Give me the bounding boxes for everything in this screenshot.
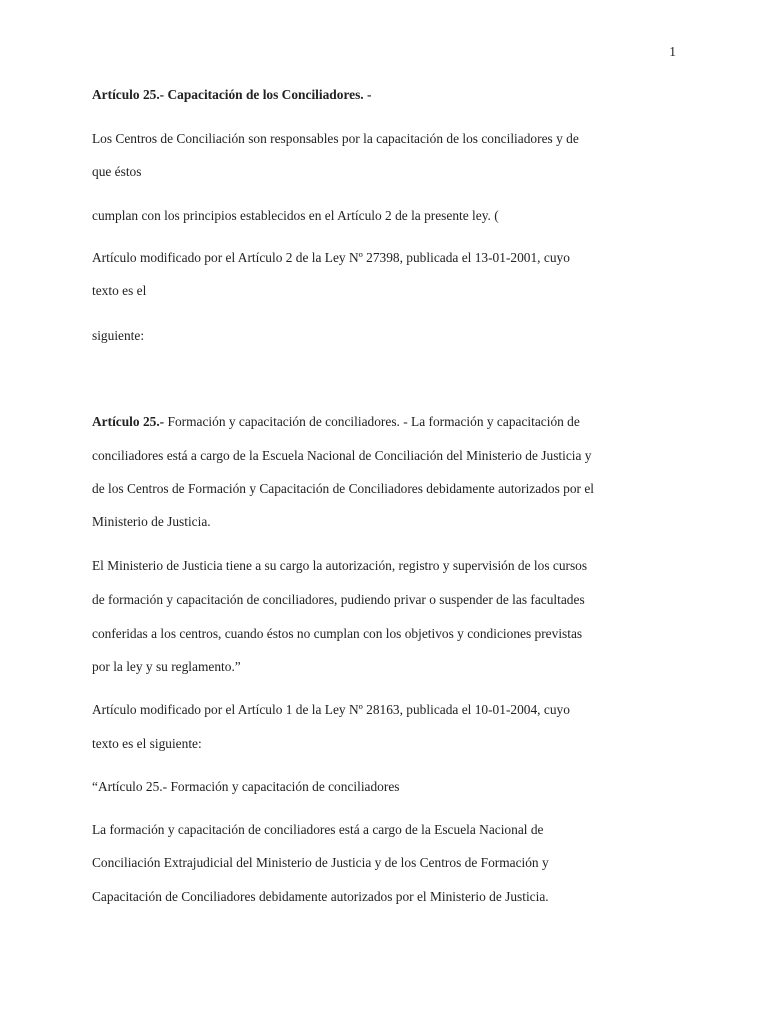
paragraph-line: conferidas a los centros, cuando éstos no cumplan con los objetivos y condiciones previstas [92,626,583,641]
paragraph-line: cumplan con los principios establecidos en el Artículo 2 de la presente ley. ( [92,208,499,223]
paragraph-line: siguiente: [92,328,145,343]
paragraph-line: conciliadores está a cargo de la Escuela Nacional de Conciliación del Ministerio de Justicia y [92,448,592,463]
paragraph-line: Capacitación de Conciliadores debidamente autorizados por el Ministerio de Justicia. [92,889,549,904]
paragraph-line: texto es el siguiente: [92,736,202,751]
article-2004-title: “Artículo 25.- Formación y capacitación de conciliadores [92,779,400,794]
paragraph-line: por la ley y su reglamento.” [92,659,241,674]
article-2001-first-line-rest: Formación y capacitación de conciliadores. - La formación y capacitación de [164,414,580,429]
paragraph-line: Los Centros de Conciliación son responsables por la capacitación de los conciliadores y de [92,131,579,146]
paragraph-line: texto es el [92,283,147,298]
paragraph-line: Conciliación Extrajudicial del Ministerio de Justicia y de los Centros de Formación y [92,855,549,870]
paragraph-line: La formación y capacitación de conciliadores está a cargo de la Escuela Nacional de [92,822,544,837]
paragraph-line: que éstos [92,164,142,179]
paragraph-line: Artículo modificado por el Artículo 2 de la Ley Nº 27398, publicada el 13-01-2001, cuyo [92,250,570,265]
paragraph-line: Ministerio de Justicia. [92,514,211,529]
article-2001-bold-prefix: Artículo 25.- [92,414,165,429]
paragraph-line: Artículo modificado por el Artículo 1 de la Ley Nº 28163, publicada el 10-01-2004, cuyo [92,702,570,717]
paragraph-line: El Ministerio de Justicia tiene a su cargo la autorización, registro y supervisión de los cursos [92,558,588,573]
paragraph-line: de formación y capacitación de conciliadores, pudiendo privar o suspender de las facultades [92,592,585,607]
article-2001-first-line [92,415,580,428]
paragraph-line: de los Centros de Formación y Capacitación de Conciliadores debidamente autorizados por el [92,481,594,496]
page-number: 1 [669,44,676,59]
article-heading: Artículo 25.- Capacitación de los Conciliadores. - [92,87,372,102]
